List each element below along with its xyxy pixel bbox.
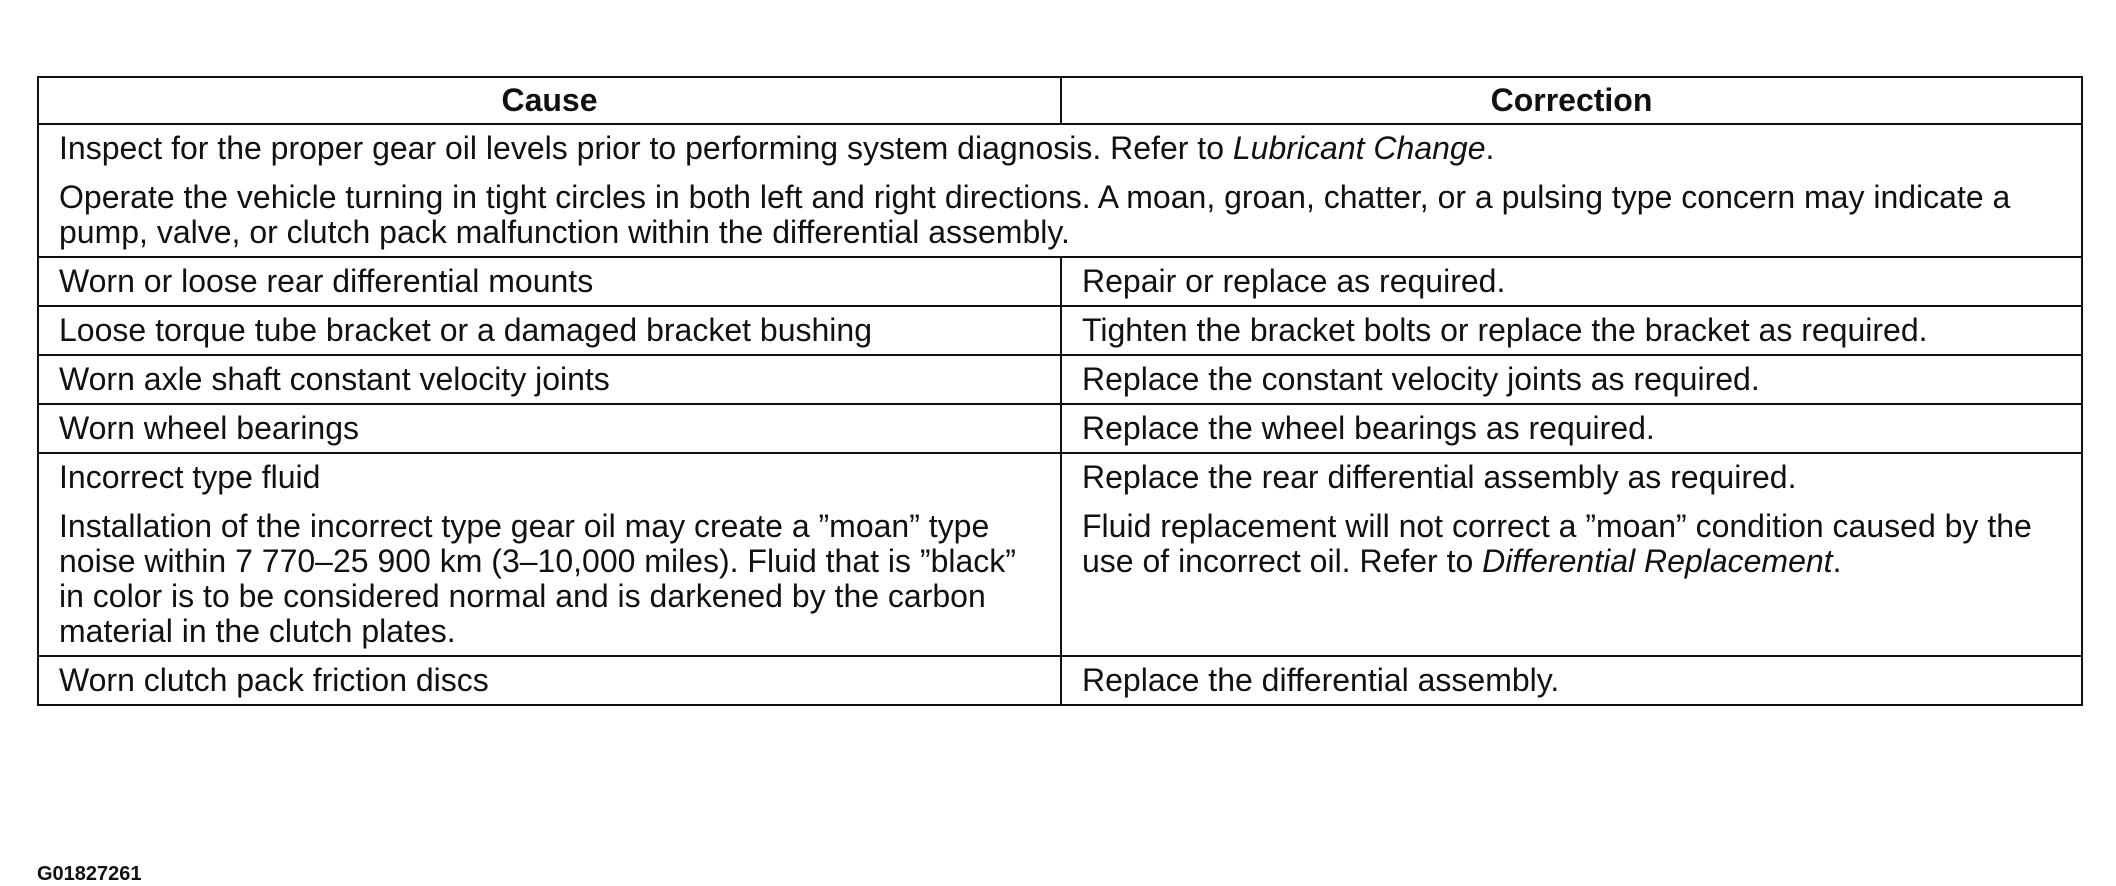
table-row (38, 355, 2082, 404)
cause-cell (38, 453, 1061, 656)
diagnosis-table (37, 76, 2083, 706)
note-end-1: . (1485, 130, 1495, 166)
header-row (38, 77, 2082, 124)
table-row (38, 656, 2082, 705)
correction-cell (1061, 453, 2082, 656)
correction-cell: Repair or replace as required. (1061, 257, 2082, 306)
correction-summary: Replace the rear differential assembly as required. (1082, 459, 1797, 495)
cause-summary: Incorrect type fluid (59, 459, 321, 495)
correction-cell: Tighten the bracket bolts or replace the bracket as required. (1061, 306, 2082, 355)
lubricant-change-reference: Lubricant Change (1232, 130, 1486, 166)
table-row (38, 453, 2082, 656)
header-correction: Correction (1061, 77, 2082, 124)
correction-cell: Replace the differential assembly. (1061, 656, 2082, 705)
note-row (38, 124, 2082, 257)
note-paragraph-2: Operate the vehicle turning in tight circles in both left and right directions. A moan, groan, chatter, or a pulsing type concern may indicate a pump, valve, or clutch pack malfunction within the differential assembly. (59, 179, 2011, 250)
cause-detail: Installation of the incorrect type gear oil may create a ”moan” type noise within 7 770–25 900 km (3–10,000 miles). Fluid that is ”black” in color is to be considered normal and is darkened by the carbon material in the clutch plates. (59, 508, 1016, 649)
cause-cell: Worn clutch pack friction discs (38, 656, 1061, 705)
note-text-1: Inspect for the proper gear oil levels prior to performing system diagnosis. Refer to (59, 130, 1233, 166)
header-cause: Cause (38, 77, 1061, 124)
figure-id: G01827261 (37, 863, 142, 885)
diagnosis-table-container (37, 76, 2081, 885)
correction-detail-end: . (1832, 543, 1842, 579)
note-paragraph-1 (59, 131, 2067, 166)
correction-cell: Replace the constant velocity joints as required. (1061, 355, 2082, 404)
correction-detail (1082, 509, 2067, 579)
cause-cell: Worn axle shaft constant velocity joints (38, 355, 1061, 404)
cause-cell: Loose torque tube bracket or a damaged bracket bushing (38, 306, 1061, 355)
table-row (38, 306, 2082, 355)
table-row (38, 257, 2082, 306)
cause-cell: Worn or loose rear differential mounts (38, 257, 1061, 306)
table-row (38, 404, 2082, 453)
cause-cell: Worn wheel bearings (38, 404, 1061, 453)
differential-replacement-reference: Differential Replacement (1482, 543, 1833, 579)
correction-detail-text: Fluid replacement will not correct a ”moan” condition caused by the use of incorrect oil. Refer to (1082, 508, 2032, 579)
correction-cell: Replace the wheel bearings as required. (1061, 404, 2082, 453)
note-cell (38, 124, 2082, 257)
